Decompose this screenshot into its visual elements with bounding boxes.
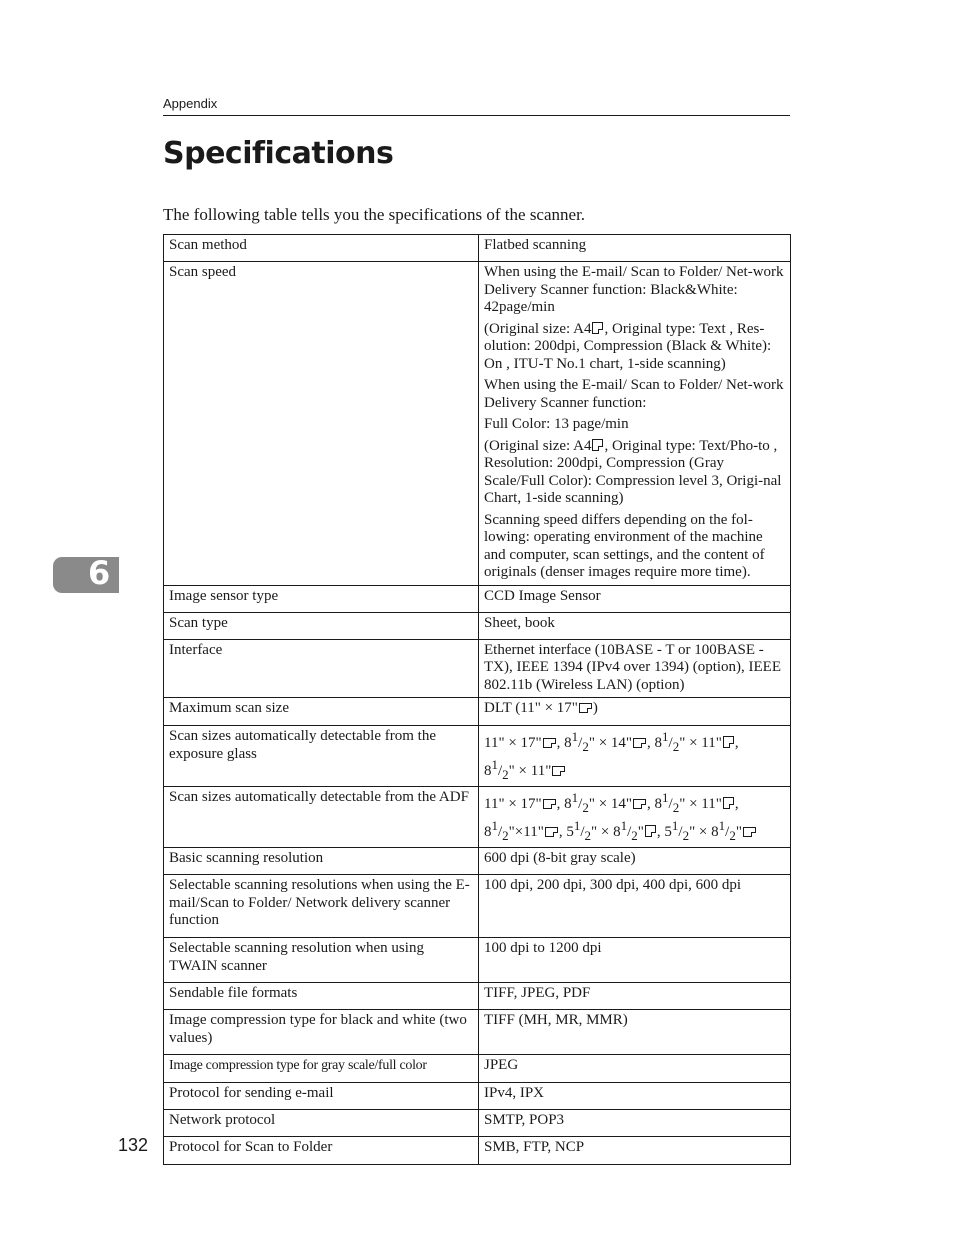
- text-fragment: , Original type: Text , Res-olution: 200dpi, Compression (Black & White): On , ITU-T No.1 chart, 1-side scanning): [484, 320, 772, 372]
- table-row: [164, 1010, 791, 1055]
- fraction-numerator: 1: [620, 817, 628, 833]
- text-fragment: , 8: [556, 796, 572, 812]
- fraction-denominator: 2: [582, 800, 589, 815]
- text-fragment: , Original type: Text/Pho-to , Resolution: 200dpi, Compression (Gray Scale/Full Color): Compression level 3, Origi-nal Chart, 1-side scanning): [484, 437, 782, 506]
- text-fragment: , 8: [556, 735, 572, 751]
- text-fragment: 11" × 17": [484, 735, 542, 751]
- fraction-denominator: 2: [631, 827, 638, 843]
- text-fragment: (Original size: A4: [484, 437, 592, 454]
- header-rule: [163, 115, 790, 116]
- fraction-denominator: 2: [729, 827, 736, 843]
- landscape-orientation-icon: [543, 738, 556, 748]
- spec-value: [479, 698, 791, 726]
- table-row: [164, 1110, 791, 1137]
- text-fragment: "×11": [508, 823, 544, 840]
- portrait-orientation-icon: [723, 797, 734, 809]
- scan-speed-bw: When using the E-mail/ Scan to Folder/ Net-work Delivery Scanner function: Black&White: 42page/min: [484, 264, 784, 315]
- text-fragment: ": [637, 823, 644, 840]
- text-fragment: /: [668, 735, 673, 751]
- spec-value: CCD Image Sensor: [479, 585, 791, 612]
- table-row: [164, 698, 791, 726]
- text-fragment: " × 11": [679, 796, 722, 812]
- spec-label: Scan sizes automatically detectable from the ADF: [164, 787, 479, 848]
- text-fragment: ): [592, 700, 598, 716]
- spec-label: Image sensor type: [164, 585, 479, 612]
- landscape-orientation-icon: [743, 827, 756, 837]
- spec-value: TIFF, JPEG, PDF: [479, 983, 791, 1010]
- spec-value: IPv4, IPX: [479, 1083, 791, 1110]
- fraction-denominator: 2: [582, 739, 589, 754]
- table-row: [164, 875, 791, 938]
- text-fragment: , 5: [558, 823, 574, 840]
- table-row: [164, 726, 791, 787]
- fraction-numerator: 1: [571, 729, 579, 744]
- fraction-numerator: 1: [662, 790, 669, 805]
- table-row: [164, 1137, 791, 1165]
- spec-label: Image compression type for black and white (two values): [164, 1010, 479, 1055]
- fraction-denominator: 2: [502, 827, 509, 843]
- text-fragment: DLT (11" × 17": [484, 700, 578, 716]
- fraction-denominator: 2: [672, 800, 680, 815]
- table-row: [164, 585, 791, 612]
- fraction-numerator: 1: [718, 817, 726, 833]
- text-fragment: /: [498, 762, 503, 779]
- table-row: [164, 612, 791, 639]
- text-fragment: /: [668, 796, 673, 812]
- fraction-denominator: 2: [584, 827, 591, 843]
- spec-value: JPEG: [479, 1055, 791, 1083]
- table-row: [164, 262, 791, 586]
- text-fragment: 8: [484, 762, 492, 779]
- spec-label: Scan method: [164, 235, 479, 262]
- text-fragment: /: [580, 823, 585, 840]
- spec-value: [479, 787, 791, 848]
- table-row: [164, 639, 791, 698]
- landscape-orientation-icon: [552, 766, 565, 776]
- scan-speed-color-intro: When using the E-mail/ Scan to Folder/ Net-work Delivery Scanner function:: [484, 377, 784, 411]
- table-row: [164, 938, 791, 983]
- spec-value: [479, 262, 791, 586]
- scan-speed-bw-conditions: [484, 321, 785, 374]
- spec-value: 600 dpi (8-bit gray scale): [479, 848, 791, 875]
- text-fragment: " × 8: [689, 823, 719, 840]
- text-fragment: /: [498, 823, 503, 840]
- fraction-numerator: 1: [671, 817, 679, 833]
- spec-label: Maximum scan size: [164, 698, 479, 726]
- text-fragment: " × 11": [679, 735, 722, 751]
- text-fragment: /: [578, 735, 583, 751]
- text-fragment: " × 14": [588, 735, 633, 751]
- text-fragment: /: [725, 823, 730, 840]
- scan-speed-note: Scanning speed differs depending on the fol-lowing: operating environment of the machine and computer, scan settings, and the content of originals (denser images require more time).: [484, 511, 765, 580]
- portrait-orientation-icon: [645, 825, 656, 837]
- text-fragment: " × 11": [508, 762, 552, 779]
- fraction-denominator: 2: [502, 766, 509, 782]
- spec-label: Scan type: [164, 612, 479, 639]
- spec-value: Ethernet interface (10BASE - T or 100BASE - TX), IEEE 1394 (IPv4 over 1394) (option), IEEE 802.11b (Wireless LAN) (option): [479, 639, 791, 698]
- spec-value: 100 dpi, 200 dpi, 300 dpi, 400 dpi, 600 dpi: [479, 875, 791, 938]
- text-fragment: ": [735, 823, 742, 840]
- page-title: Specifications: [163, 136, 394, 171]
- table-row: [164, 983, 791, 1010]
- table-row: [164, 1083, 791, 1110]
- text-fragment: " × 8: [591, 823, 621, 840]
- text-fragment: 11" × 17": [484, 796, 542, 812]
- text-fragment: /: [627, 823, 632, 840]
- text-fragment: , 5: [656, 823, 672, 840]
- spec-label: Scan sizes automatically detectable from the exposure glass: [164, 726, 479, 787]
- fraction-numerator: 1: [491, 756, 498, 772]
- fraction-numerator: 1: [662, 729, 669, 744]
- fraction-denominator: 2: [672, 739, 680, 754]
- running-header: Appendix: [163, 96, 218, 111]
- specifications-table: [163, 234, 791, 1165]
- text-fragment: /: [678, 823, 683, 840]
- landscape-orientation-icon: [633, 799, 646, 809]
- page-number: 132: [118, 1135, 149, 1155]
- spec-value: Sheet, book: [479, 612, 791, 639]
- spec-label: Sendable file formats: [164, 983, 479, 1010]
- spec-label: Protocol for Scan to Folder: [164, 1137, 479, 1165]
- portrait-orientation-icon: [592, 322, 603, 334]
- text-fragment: , 8: [647, 796, 663, 812]
- portrait-orientation-icon: [592, 439, 603, 451]
- text-fragment: (Original size: A4: [484, 320, 592, 337]
- text-fragment: ,: [734, 735, 739, 751]
- spec-label: Image compression type for gray scale/full color: [164, 1055, 479, 1083]
- spec-value: Flatbed scanning: [479, 235, 791, 262]
- text-fragment: " × 14": [588, 796, 633, 812]
- spec-value: TIFF (MH, MR, MMR): [479, 1010, 791, 1055]
- text-fragment: ,: [734, 796, 739, 812]
- spec-value: SMTP, POP3: [479, 1110, 791, 1137]
- spec-value: 100 dpi to 1200 dpi: [479, 938, 791, 983]
- scan-speed-color-conditions: [484, 438, 785, 508]
- table-row: [164, 235, 791, 262]
- spec-value: [479, 726, 791, 787]
- spec-value: SMB, FTP, NCP: [479, 1137, 791, 1165]
- intro-text: The following table tells you the specifications of the scanner.: [163, 205, 586, 224]
- fraction-numerator: 1: [571, 790, 579, 805]
- landscape-orientation-icon: [579, 703, 592, 713]
- portrait-orientation-icon: [723, 736, 734, 748]
- table-row: [164, 787, 791, 848]
- table-row: [164, 1055, 791, 1083]
- chapter-number: 6: [88, 554, 111, 592]
- spec-label: Network protocol: [164, 1110, 479, 1137]
- spec-label: Interface: [164, 639, 479, 698]
- spec-label: Selectable scanning resolutions when using the E-mail/Scan to Folder/ Network delivery scanner function: [164, 875, 479, 938]
- spec-label: Scan speed: [164, 262, 479, 586]
- spec-label: Selectable scanning resolution when using TWAIN scanner: [164, 938, 479, 983]
- text-fragment: /: [578, 796, 583, 812]
- fraction-numerator: 1: [573, 817, 581, 833]
- landscape-orientation-icon: [633, 738, 646, 748]
- spec-label: Basic scanning resolution: [164, 848, 479, 875]
- text-fragment: 8: [484, 823, 492, 840]
- text-fragment: , 8: [647, 735, 663, 751]
- table-row: [164, 848, 791, 875]
- fraction-denominator: 2: [682, 827, 690, 843]
- landscape-orientation-icon: [543, 799, 556, 809]
- fraction-numerator: 1: [491, 817, 498, 833]
- landscape-orientation-icon: [545, 827, 558, 837]
- scan-speed-color: Full Color: 13 page/min: [484, 416, 629, 432]
- spec-label: Protocol for sending e-mail: [164, 1083, 479, 1110]
